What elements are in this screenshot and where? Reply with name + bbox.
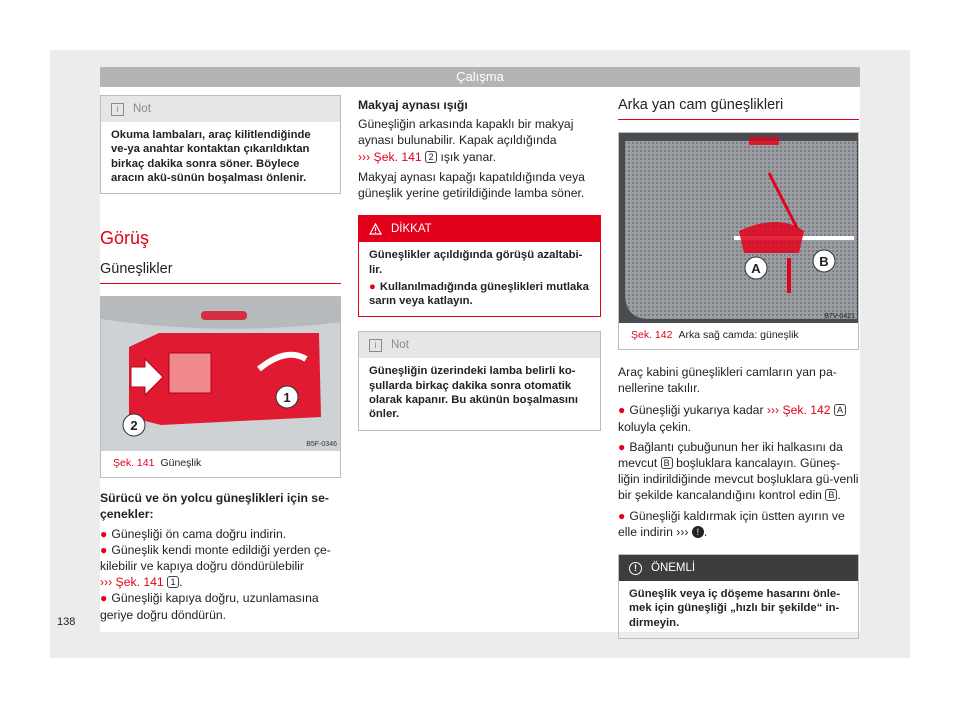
info-icon: i bbox=[111, 103, 124, 116]
exclamation-icon: ! bbox=[629, 562, 642, 575]
makeup-mirror-heading: Makyaj aynası ışığı bbox=[358, 98, 468, 112]
list-item: ● Güneşliği ön cama doğru indirin. bbox=[100, 526, 287, 541]
makeup-mirror-paragraph-2: Makyaj aynası kapağı kapatıldığında veya güneşlik yerine getirildiğinde lamba söner. bbox=[358, 169, 585, 201]
callout-2: 2 bbox=[130, 418, 138, 434]
note-text: Güneşliğin üzerindeki lamba belirli ko-şullarda birkaç dakika sonra otomatik olarak kapanır. Bu akünün boşalmasını önler. bbox=[369, 365, 579, 421]
callout-A: A bbox=[751, 261, 761, 276]
page-number: 138 bbox=[57, 616, 76, 628]
figure-code: B7V-0421 bbox=[824, 313, 855, 320]
figure-caption-text: Arka sağ camda: güneşlik bbox=[678, 329, 799, 341]
info-icon: i bbox=[369, 339, 382, 352]
sun-visor-illustration bbox=[101, 297, 340, 451]
callout-ref: B bbox=[825, 489, 837, 501]
makeup-mirror-paragraph: Güneşliğin arkasında kapaklı bir makyaj aynası bulunabilir. Kapak açıldığında ››› Şek. 141 2 ışık yanar. bbox=[358, 117, 574, 164]
important-box bbox=[618, 554, 859, 639]
important-text: Güneşlik veya iç döşeme hasarını önle-mek için güneşliği „hızlı bir şekilde“ in-dirmeyin. bbox=[629, 588, 840, 629]
column-left bbox=[100, 95, 341, 623]
bullet-icon: ● bbox=[618, 508, 626, 523]
warning-heading: DİKKAT bbox=[391, 223, 432, 236]
figure-rear-sunblind bbox=[618, 132, 859, 350]
figure-reference-link[interactable]: ››› Şek. 142 bbox=[766, 403, 831, 418]
figure-label[interactable]: Şek. 142 bbox=[631, 329, 673, 341]
callout-1: 1 bbox=[283, 390, 291, 406]
list-item: ● Güneşliği kapıya doğru, uzunlamasına geriye doğru döndürün. bbox=[100, 591, 319, 622]
warning-icon bbox=[369, 223, 382, 236]
callout-ref: 1 bbox=[167, 576, 179, 588]
list-item: ● Güneşliği kaldırmak için üstten ayırın ve elle indirin ››› ! . bbox=[618, 508, 845, 539]
bullet-icon: ● bbox=[369, 280, 376, 293]
page-header: Çalışma bbox=[100, 67, 860, 87]
figure-caption bbox=[101, 451, 340, 477]
visor-intro: Sürücü ve ön yolcu güneşlikleri için se-çenekler: bbox=[100, 491, 329, 522]
figure-label[interactable]: Şek. 141 bbox=[113, 457, 155, 470]
figure-reference-link[interactable]: ››› Şek. 141 bbox=[358, 149, 422, 164]
warning-text: Güneşlikler açıldığında görüşü azaltabi-lir. bbox=[369, 249, 583, 276]
callout-ref: A bbox=[834, 404, 846, 416]
callout-B: B bbox=[819, 254, 829, 269]
section-title: Arka yan cam güneşlikleri bbox=[618, 97, 859, 120]
callout-ref: B bbox=[661, 457, 673, 469]
warning-item: ● Kullanılmadığında güneşlikleri mutlaka sarın veya katlayın. bbox=[369, 280, 589, 308]
column-right bbox=[618, 97, 859, 639]
column-middle bbox=[358, 97, 601, 431]
warning-circle-icon: ! bbox=[692, 526, 704, 538]
note-heading: Not bbox=[133, 103, 151, 115]
reference-arrow[interactable]: ››› bbox=[676, 524, 689, 539]
bullet-icon: ● bbox=[100, 526, 108, 541]
note-heading: Not bbox=[391, 339, 409, 352]
section-title: Görüş bbox=[100, 228, 150, 249]
rear-sunblind-illustration bbox=[619, 133, 858, 323]
subsection-title: Güneşlikler bbox=[100, 261, 341, 284]
figure-caption-text: Güneşlik bbox=[160, 457, 202, 470]
note-text: Okuma lambaları, araç kilitlendiğinde ve-ya anahtar kontaktan çıkarıldıktan birkaç dakika sonra söner. Böylece aracın akü-sünün boşalması önlenir. bbox=[111, 129, 311, 184]
bullet-icon: ● bbox=[100, 591, 108, 606]
list-item: ● Güneşliği yukarıya kadar ››› Şek. 142 A koluyla çekin. bbox=[618, 402, 859, 434]
bullet-icon: ● bbox=[618, 403, 626, 418]
figure-code: B5F-0346 bbox=[306, 441, 337, 449]
list-item: ● Güneşlik kendi monte edildiği yerden çe-kilebilir ve kapıya doğru döndürülebilir ››› Şek. 141 1 . bbox=[100, 542, 331, 590]
figure-reference-link[interactable]: ››› Şek. 141 bbox=[100, 575, 164, 590]
bullet-icon: ● bbox=[100, 542, 108, 557]
warning-box bbox=[358, 215, 601, 317]
sunblind-intro: Araç kabini güneşlikleri camların yan pa-nellerine takılır. bbox=[618, 365, 837, 396]
bullet-icon: ● bbox=[618, 439, 626, 454]
figure-sun-visor bbox=[100, 296, 341, 478]
callout-ref: 2 bbox=[425, 151, 437, 163]
note-box bbox=[358, 331, 601, 430]
note-box bbox=[100, 95, 341, 194]
figure-caption bbox=[619, 323, 858, 349]
list-item: ● Bağlantı çubuğunun her iki halkasını da mevcut B boşluklara kancalayın. Güneş-liğin indirildiğinde mevcut boşluklara gü-venli bir şekilde kancalandığını kontrol edin B . bbox=[618, 439, 859, 503]
important-heading: ÖNEMLİ bbox=[651, 562, 696, 575]
